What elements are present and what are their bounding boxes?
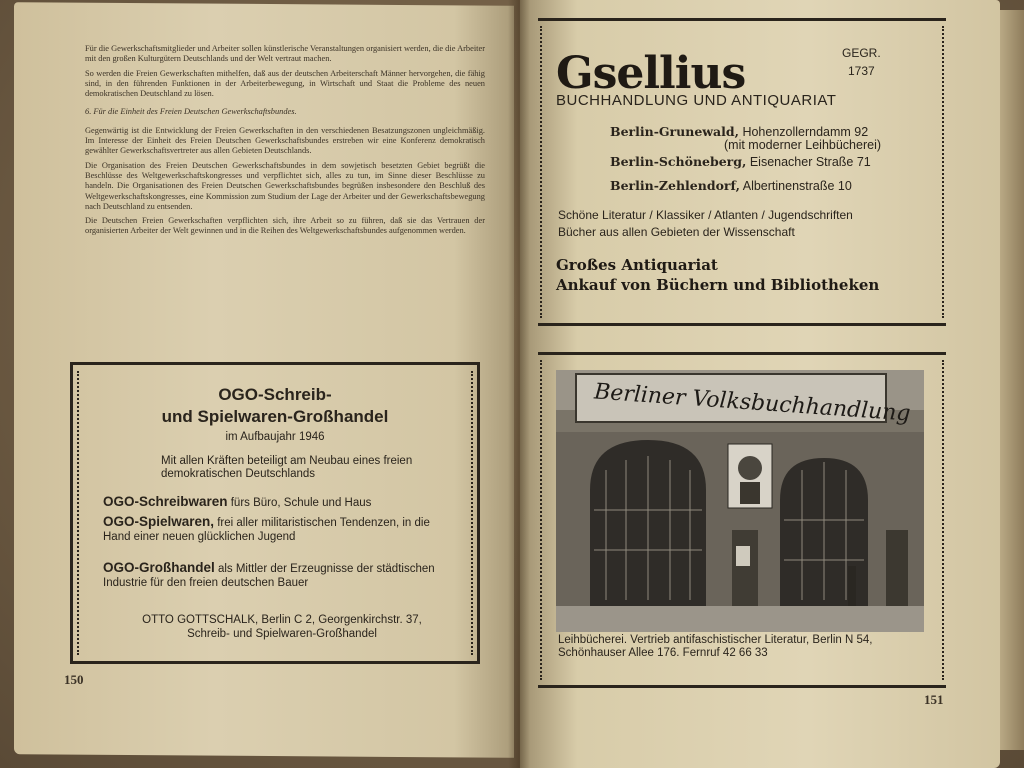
ogo-item-label: OGO-Spielwaren, [103, 514, 215, 529]
address-schoeneberg [610, 154, 871, 169]
gsellius-subtitle: BUCHHANDLUNG UND ANTIQUARIAT [556, 92, 837, 109]
book-gutter [508, 0, 530, 768]
literature-line: Schöne Literatur / Klassiker / Atlanten / Jugendschriften [558, 208, 853, 222]
address-location: Berlin-Schöneberg, [610, 154, 747, 169]
ogo-item-text: als Mittler der Erzeugnisse der städtischen Industrie für den freien deutschen Bauer [103, 563, 435, 589]
paragraph: Gegenwärtig ist die Entwicklung der Freien Gewerkschaften in den verschiedenen Besatzungszonen ungleichmäßig. Im Interesse der Einheit des Freien Deutschen Gewerkschaftsbundes erstreben wir eine Konferenz demokratisch gewählter Gewerkschaftsvertreter aus allen Gebieten Deutschlands. [85, 125, 485, 156]
founded-prefix: GEGR. [842, 46, 881, 60]
address-street: Albertinenstraße 10 [739, 179, 852, 193]
border-top [538, 352, 946, 355]
border-top [538, 18, 946, 21]
storefront-illustration [556, 370, 924, 632]
purchase-headline: Ankauf von Büchern und Bibliotheken [556, 276, 880, 294]
paragraph: So werden die Freien Gewerkschaften mithelfen, daß aus der deutschen Arbeiterschaft Männer hervorgehen, die fähig sind, in den führenden Funktionen in der Arbeiterbewegung, in Wirtschaft und Staat die Probleme des neuen demokratischen Deutschland zu lösen. [85, 68, 485, 99]
ogo-item-schreibwaren [103, 495, 453, 511]
founded-label [842, 44, 881, 80]
gsellius-advertisement [538, 18, 946, 326]
address-zehlendorf [610, 178, 852, 193]
dotted-border-right [942, 26, 944, 318]
ogo-item-grosshandel [103, 561, 453, 590]
address-street: Eisenacher Straße 71 [746, 155, 871, 169]
founded-year: 1737 [847, 64, 875, 78]
ogo-item-spielwaren [103, 515, 453, 544]
gsellius-logo-name: Gsellius [556, 48, 746, 99]
border-bottom [538, 323, 946, 326]
ogo-item-text: fürs Büro, Schule und Haus [227, 497, 372, 509]
storefront-photo [556, 370, 924, 632]
section-heading: 6. Für die Einheit des Freien Deutschen Gewerkschaftsbundes. [85, 107, 297, 117]
ogo-intro: Mit allen Kräften beteiligt am Neubau eines freien demokratischen Deutschlands [161, 455, 413, 480]
address-street: Hohenzollerndamm 92 [738, 125, 869, 139]
paragraph: Die Deutschen Freien Gewerkschaften verpflichten sich, ihre Arbeit so zu führen, daß sie das Vertrauen der organisierten Arbeiter der Welt gewinnen und in die Reihen des Weltgewerkschaftsbundes aufgenommen werden. [85, 216, 485, 236]
paragraph: Für die Gewerkschaftsmitglieder und Arbeiter sollen künstlerische Veranstaltungen organisiert werden, die die Arbeiter mit den großen Kulturgütern Deutschlands und der Welt vertraut machen. [85, 44, 485, 64]
address-grunewald [610, 124, 868, 139]
page-edges [1000, 10, 1024, 750]
ogo-item-label: OGO-Großhandel [103, 560, 215, 575]
dotted-border-left [540, 360, 542, 680]
volksbuchhandlung-advertisement [538, 352, 946, 688]
ogo-advertisement [70, 362, 480, 664]
ogo-title-line2: und Spielwaren-Großhandel [161, 407, 389, 426]
ogo-footer-business: Schreib- und Spielwaren-Großhandel [187, 628, 377, 640]
page-number-right: 151 [924, 692, 944, 707]
dotted-border-right [942, 360, 944, 680]
shop-caption: Leihbücherei. Vertrieb antifaschistischer Literatur, Berlin N 54, Schönhauser Allee 176. Fernruf 42 66 33 [558, 634, 873, 659]
ogo-title-line1: OGO-Schreib- [218, 385, 332, 404]
science-books-line: Bücher aus allen Gebieten der Wissenschaft [558, 225, 795, 239]
address-note: (mit moderner Leihbücherei) [724, 138, 882, 152]
page-number-left: 150 [64, 672, 84, 687]
ogo-item-label: OGO-Schreibwaren [103, 494, 228, 509]
border-bottom [538, 685, 946, 688]
dotted-border-left [540, 26, 542, 318]
shop-sign-text: Berliner Volksbuchhandlung [593, 379, 912, 427]
address-location: Berlin-Zehlendorf, [610, 178, 740, 193]
ogo-subtitle: im Aufbaujahr 1946 [225, 431, 325, 443]
ogo-footer-address: OTTO GOTTSCHALK, Berlin C 2, Georgenkirchstr. 37, [142, 614, 422, 626]
ogo-item-text: frei aller militaristischen Tendenzen, in die Hand einer neuen glücklichen Jugend [103, 517, 430, 543]
left-page-body-text [85, 44, 485, 241]
paragraph: Die Organisation des Freien Deutschen Gewerkschaftsbundes in dem sowjetisch besetzten Gebiet begrüßt die Beschlüsse des Weltgewerkschaftskongresses und verpflichtet sich, alles zu tun, im Sinne dieser Beschlüsse zu handeln. Die Organisationen des Freien Deutschen Gewerkschaftsbundes begrüßen insbesondere den Beschluß des Weltgewerkschaftskongresses, eine Kommission zum Studium der Lage der Arbeiter und der Gewerkschaftsbewegung nach Deutschland zu entsenden. [85, 160, 485, 211]
antiquariat-headline: Großes Antiquariat [556, 256, 718, 274]
address-location: Berlin-Grunewald, [610, 124, 739, 139]
